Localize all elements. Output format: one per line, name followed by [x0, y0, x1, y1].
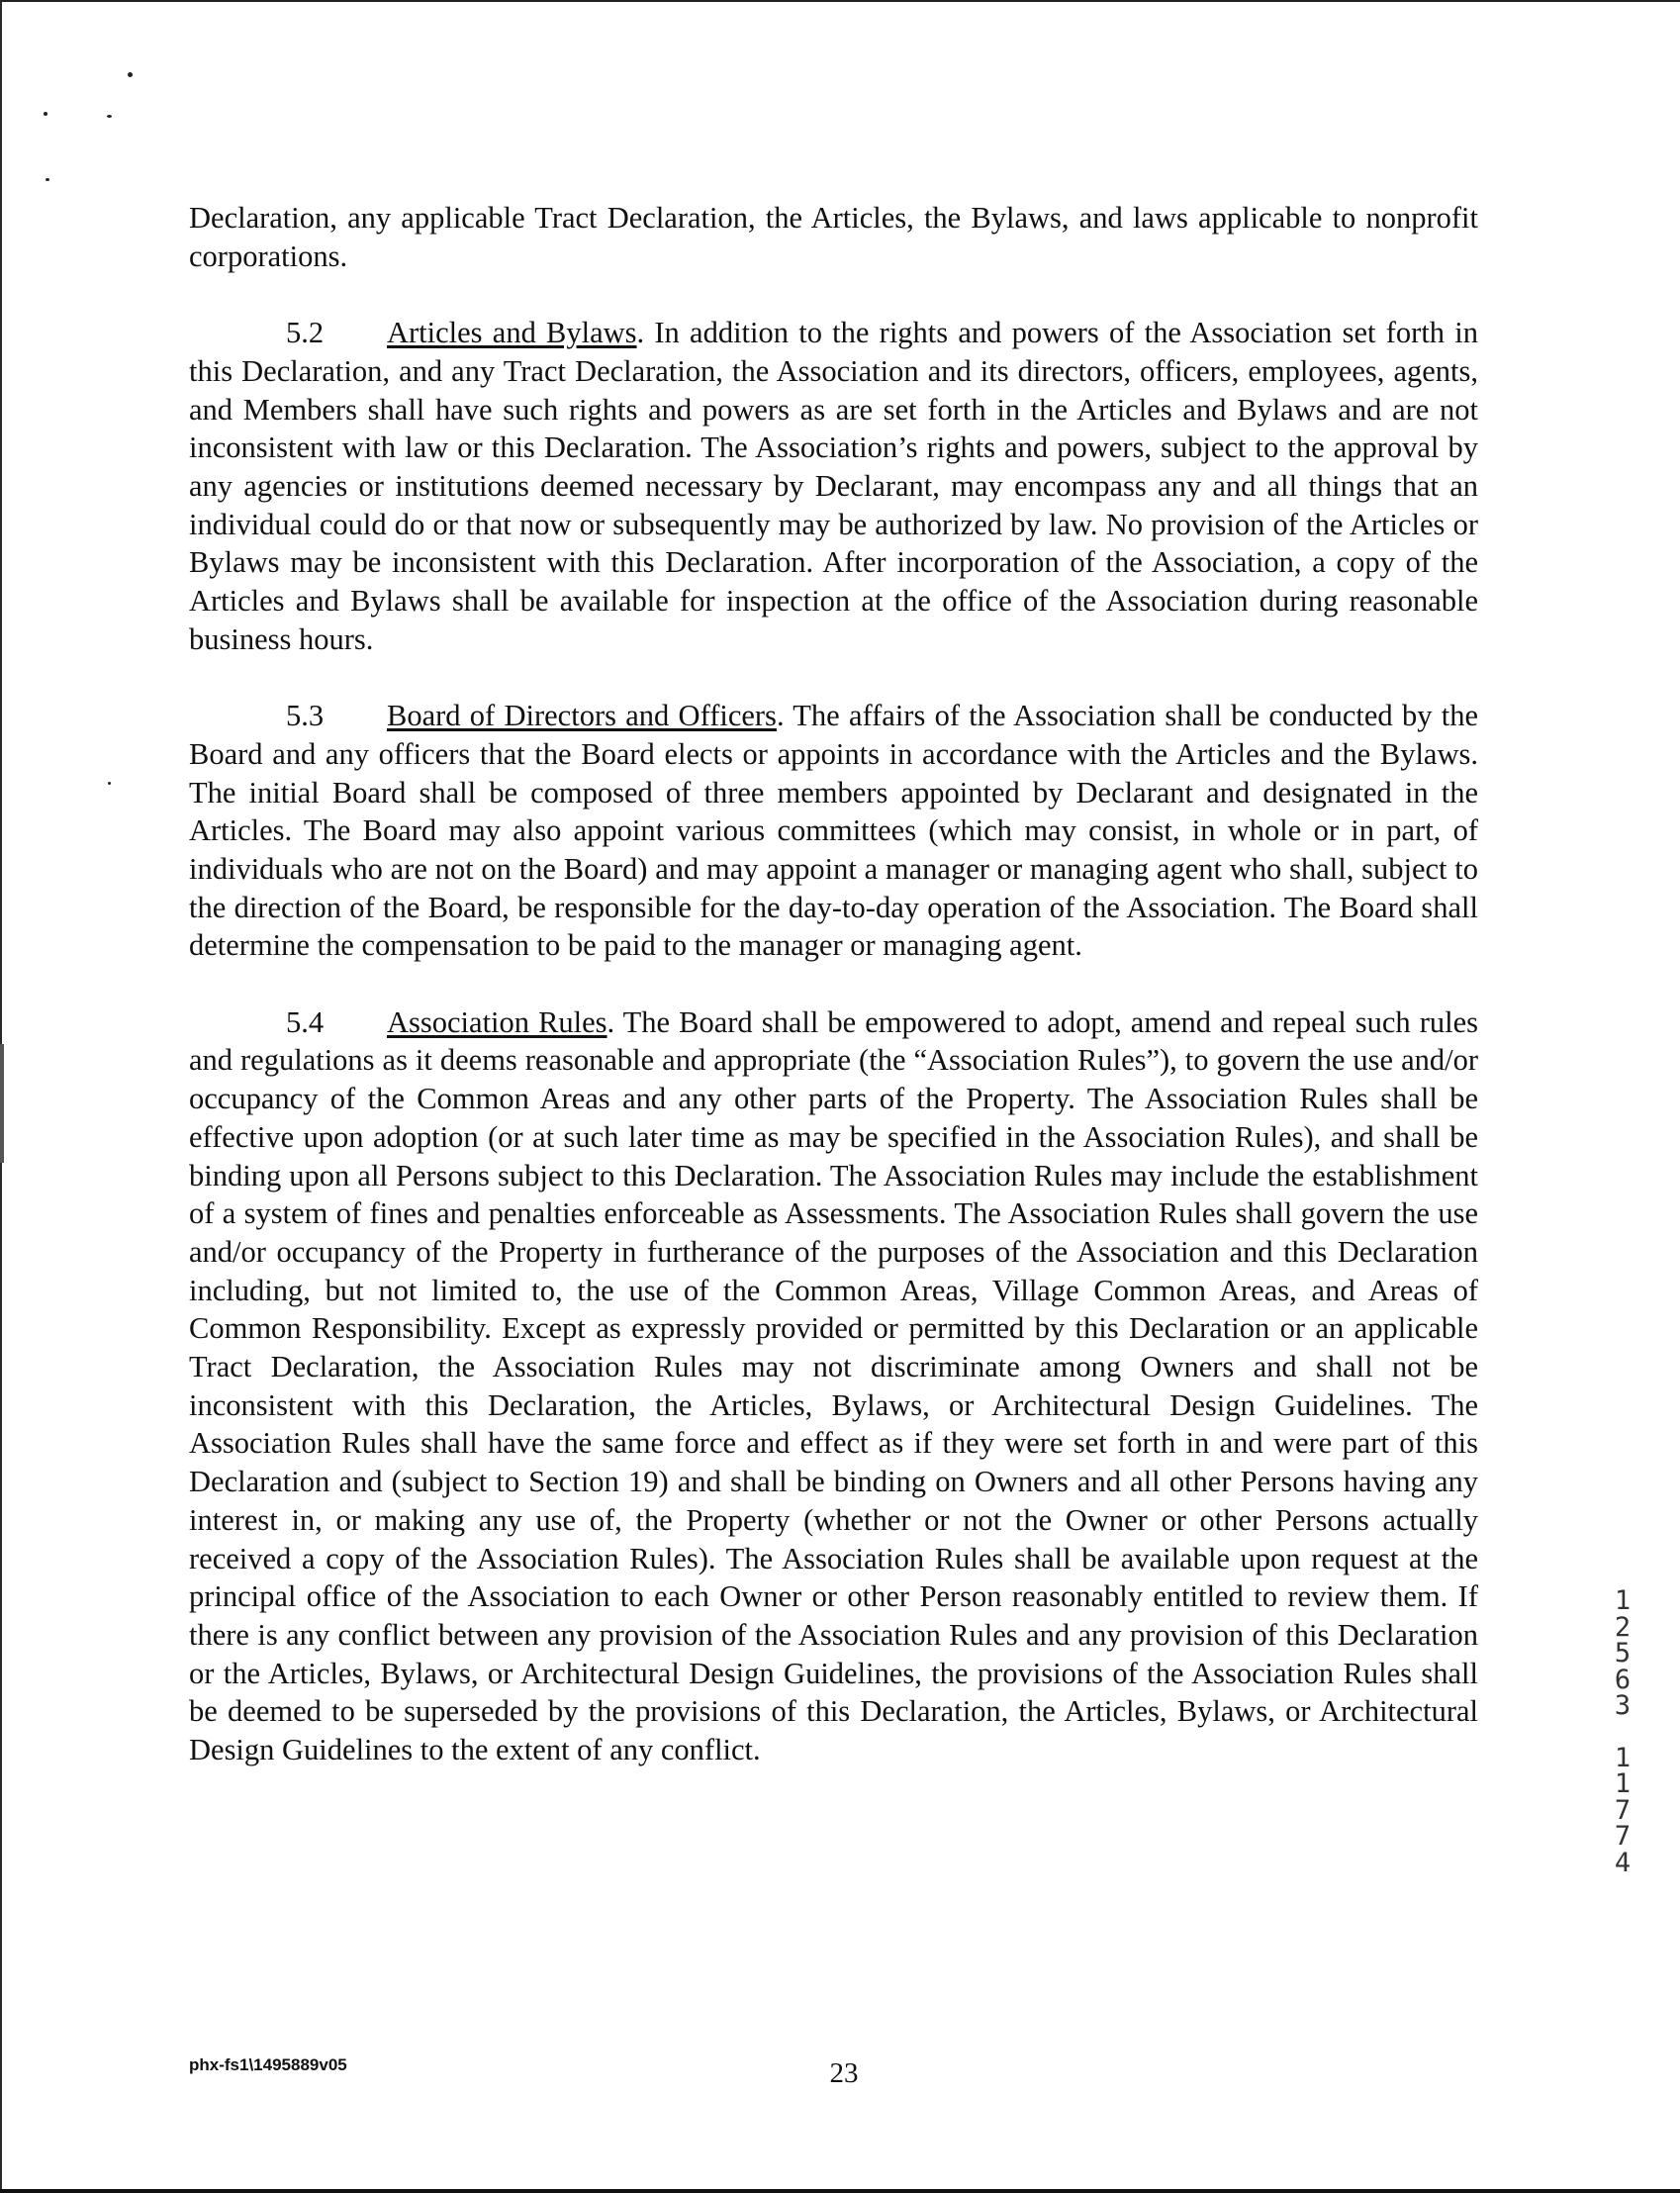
continuation-paragraph: Declaration, any applicable Tract Declaration, the Articles, the Bylaws, and laws applicable to nonprofit corporations.	[189, 201, 1478, 273]
stamp-digit: 3	[1614, 1690, 1632, 1721]
section-body: The Board shall be empowered to adopt, amend and repeal such rules and regulations as it deems reasonable and appropriate (the “Association Rules”), to govern the use and/or occupancy of the Common Areas and any other parts of the Property. The Association Rules shall be effective upon adoption (or at such later time as may be specified in the Association Rules), and shall be binding upon all Persons subject to this Declaration. The Association Rules may include the establishment of a system of fines and penalties enforceable as Assessments. The Association Rules shall govern the use and/or occupancy of the Property in furtherance of the purposes of the Association and this Declaration including, but not limited to, the use of the Common Areas, Village Common Areas, and Areas of Common Responsibility. Except as expressly provided or permitted by this Declaration or an applicable Tract Declaration, the Association Rules may not discriminate among Owners and shall not be inconsistent with this Declaration, the Articles, Bylaws, or Architectural Design Guidelines. The Association Rules shall have the same force and effect as if they were set forth in and were part of this Declaration and (subject to Section 19) and shall be binding on Owners and all other Persons having any interest in, or making any use of, the Property (whether or not the Owner or other Persons actually received a copy of the Association Rules). The Association Rules shall be available upon request at the principal office of the Association to each Owner or other Person reasonably entitled to review them. If there is any conflict between any provision of the Association Rules and any provision of this Declaration or the Articles, Bylaws, or Architectural Design Guidelines, the provisions of the Association Rules shall be deemed to be superseded by the provisions of this Declaration, the Articles, Bylaws, or Architectural Design Guidelines to the extent of any conflict.	[189, 1004, 1478, 1767]
document-body	[189, 199, 1478, 1807]
scan-speck	[46, 178, 49, 181]
section-5-2	[189, 314, 1478, 658]
stamp-digit: 1	[1614, 1768, 1632, 1799]
stamp-digit: 4	[1614, 1847, 1632, 1878]
section-number: 5.2	[286, 316, 325, 350]
stamp-digit: 1	[1614, 1585, 1632, 1616]
scan-edge-bottom	[0, 2189, 1680, 2193]
scan-speck	[128, 72, 133, 77]
stamp-gap	[1613, 1720, 1633, 1746]
section-number: 5.4	[286, 1004, 325, 1039]
section-heading: Articles and Bylaws	[387, 316, 637, 350]
stamp-digit: 1	[1614, 1742, 1632, 1773]
recording-stamp	[1613, 1585, 1633, 1878]
scan-speck	[44, 112, 47, 116]
heading-period: .	[776, 699, 785, 733]
section-number: 5.3	[286, 699, 325, 733]
stamp-digit: 7	[1614, 1794, 1632, 1826]
stamp-digit: 7	[1614, 1821, 1632, 1852]
section-5-3	[189, 697, 1478, 965]
scan-edge-top	[0, 0, 1680, 2]
scan-speck	[108, 782, 111, 785]
section-body: The affairs of the Association shall be conducted by the Board and any officers that the Board elects or appoints in accordance with the Articles and the Bylaws. The initial Board shall be composed of three members appointed by Declarant and designated in the Articles. The Board may also appoint various committees (which may consist, in whole or in part, of individuals who are not on the Board) and may appoint a manager or managing agent who shall, subject to the direction of the Board, be responsible for the day-to-day operation of the Association. The Board shall determine the compensation to be paid to the manager or managing agent.	[189, 699, 1478, 963]
stamp-digit: 5	[1614, 1638, 1632, 1669]
page-number: 23	[829, 2057, 859, 2089]
stamp-digit: 2	[1614, 1611, 1632, 1643]
heading-period: .	[636, 316, 645, 350]
footer-document-id: phx-fs1\1495889v05	[189, 2055, 347, 2074]
stamp-digit: 6	[1614, 1664, 1632, 1695]
section-heading: Board of Directors and Officers	[387, 699, 777, 733]
heading-period: .	[607, 1004, 615, 1039]
scan-speck	[107, 115, 112, 118]
section-body: In addition to the rights and powers of the Association set forth in this Declaration, and any Tract Declaration, the Association and its directors, officers, employees, agents, and Members shall have such rights and powers as are set forth in the Articles and Bylaws and are not inconsistent with law or this Declaration. The Association’s rights and powers, subject to the approval by any agencies or institutions deemed necessary by Declarant, may encompass any and all things that an individual could do or that now or subsequently may be authorized by law. No provision of the Articles or Bylaws may be inconsistent with this Declaration. After incorporation of the Association, a copy of the Articles and Bylaws shall be available for inspection at the office of the Association during reasonable business hours.	[189, 316, 1478, 656]
scan-margin-mark	[0, 1044, 4, 1163]
section-5-4	[189, 1003, 1478, 1769]
section-heading: Association Rules	[387, 1004, 607, 1039]
